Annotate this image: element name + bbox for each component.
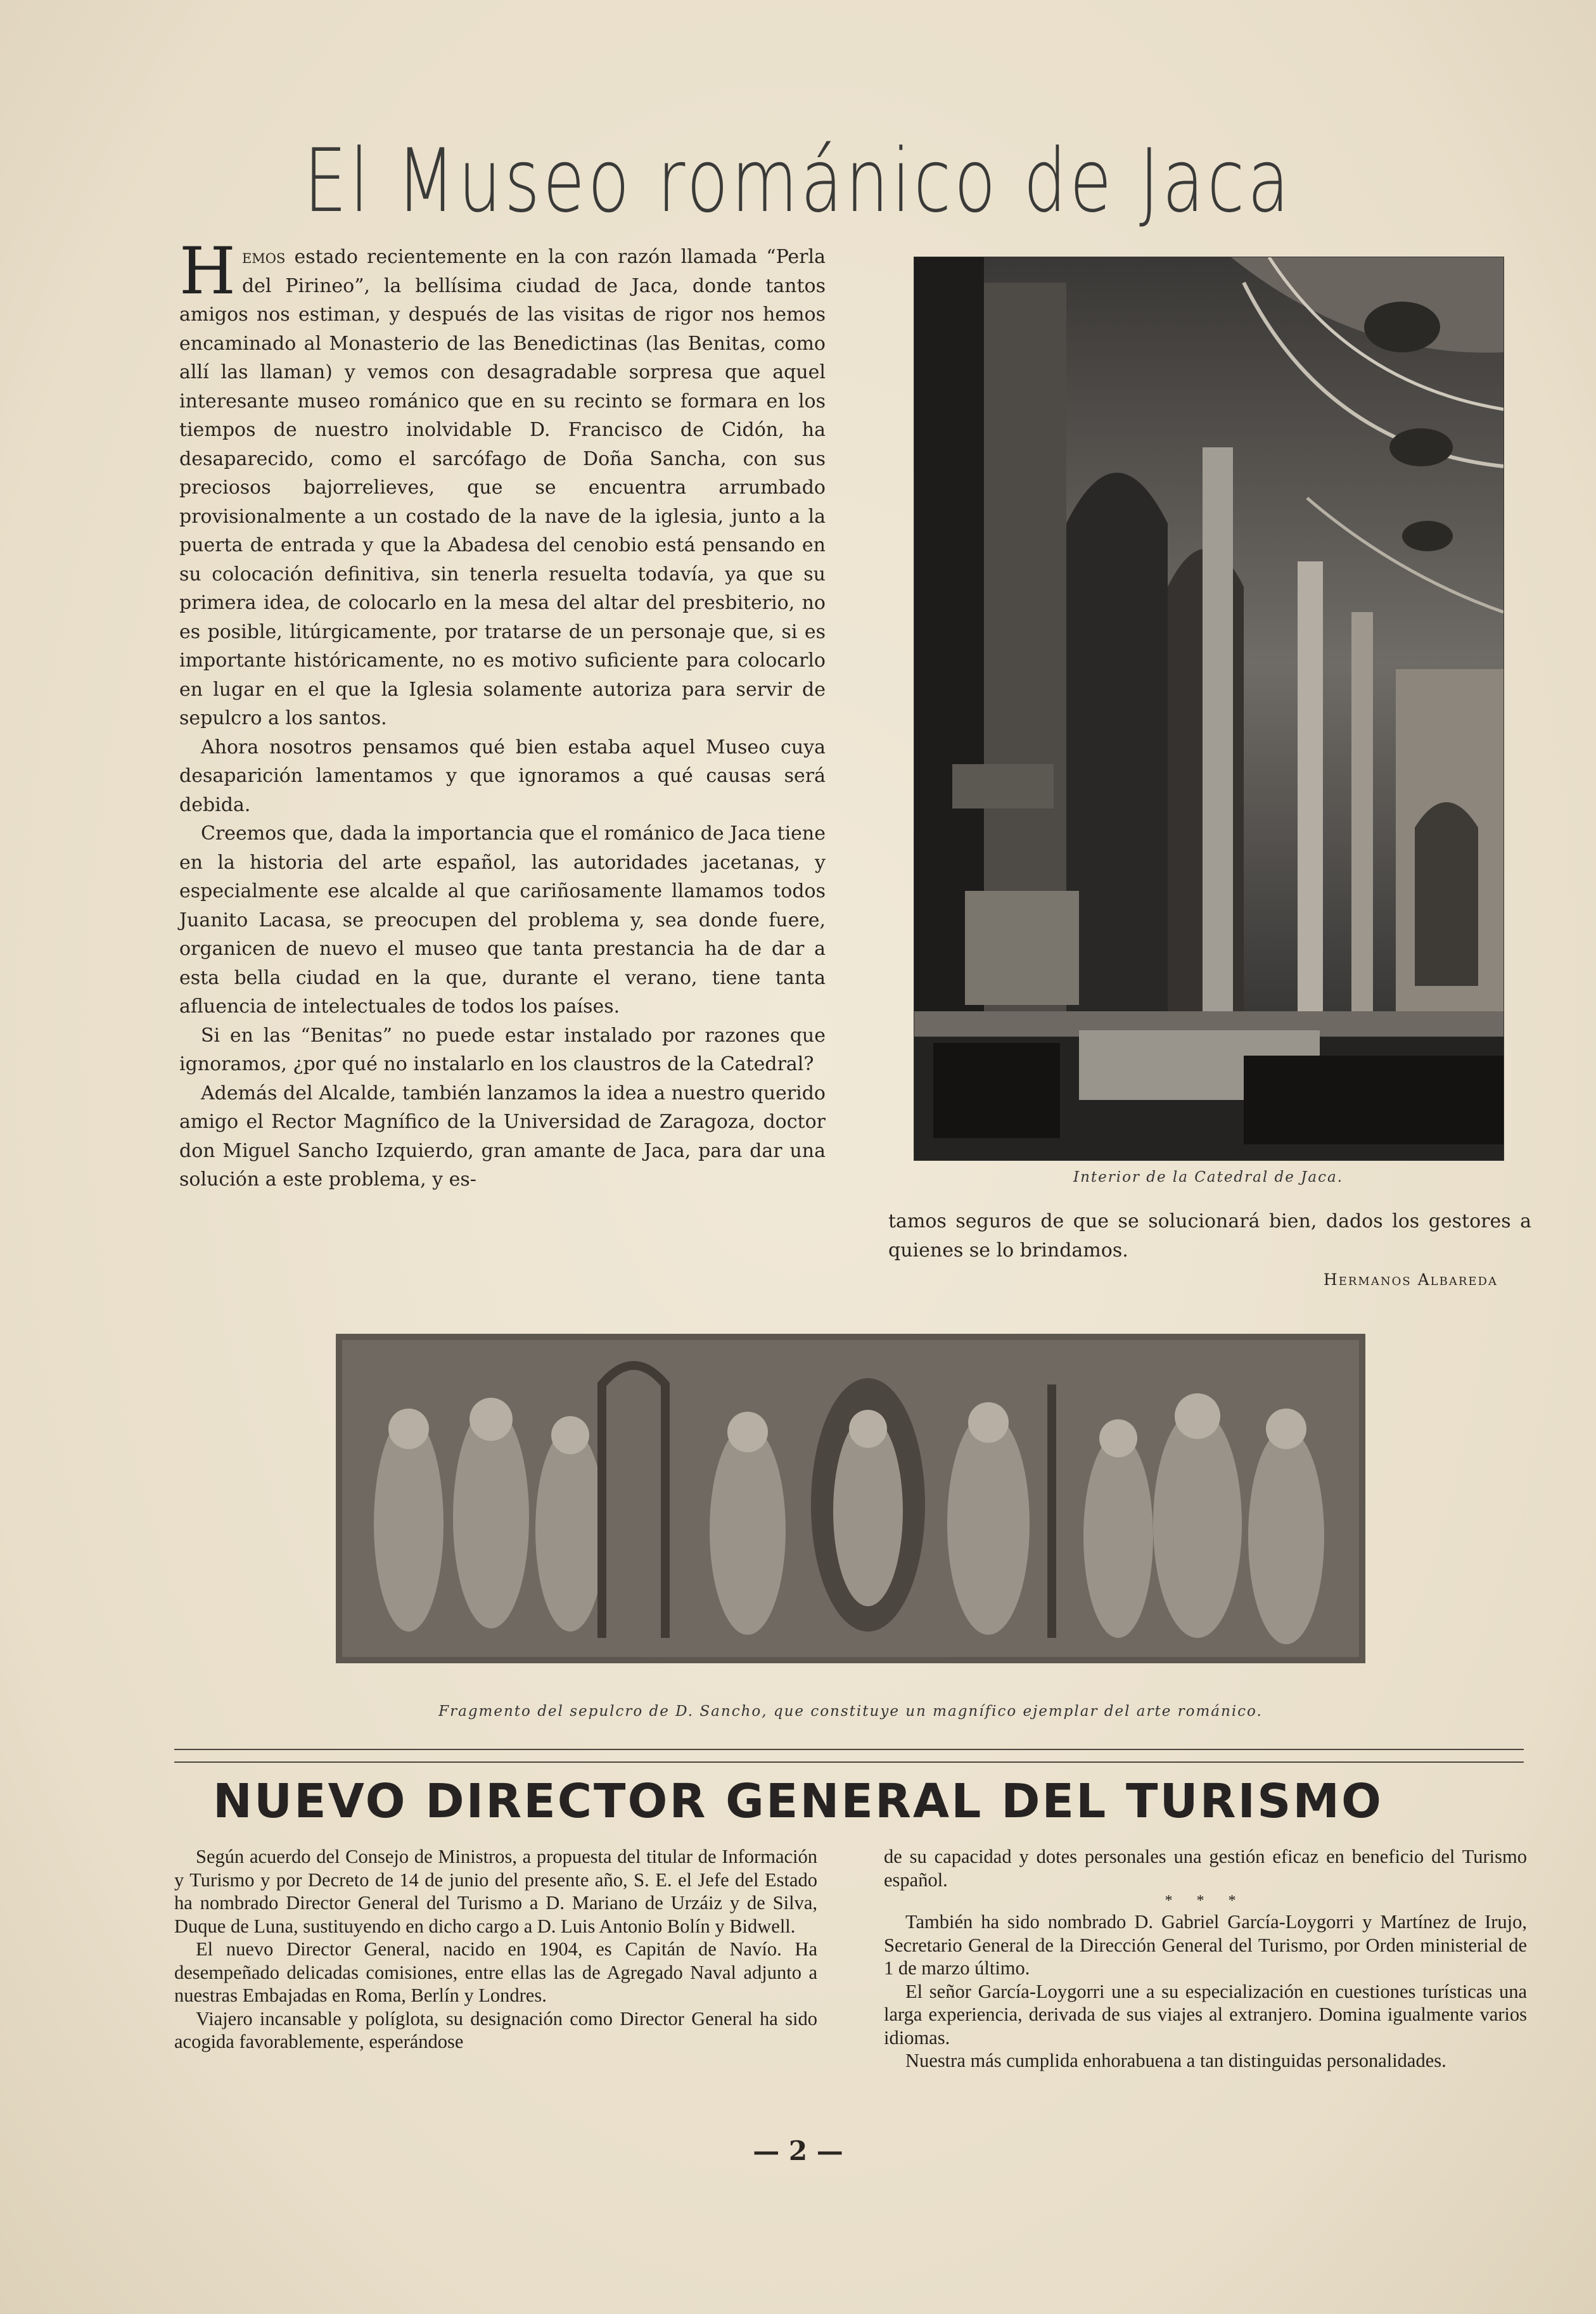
article-2-paragraph-5: El señor García-Loygorri une a su especialización en cuestiones turísticas una larga experiencia, derivada de sus viajes al extranjero. Domina igualmente varios idiomas.	[884, 1980, 1527, 2049]
article-right-column	[888, 1207, 1531, 1265]
article-2-right-column	[884, 1845, 1527, 2073]
article-2-title: NUEVO DIRECTOR GENERAL DEL TURISMO	[213, 1774, 1383, 1829]
paragraph-4: Si en las “Benitas” no puede estar instalado por razones que ignoramos, ¿por qué no instalarlo en los claustros de la Catedral?	[179, 1024, 826, 1075]
article-2-paragraph-3-continued: de su capacidad y dotes personales una gestión eficaz en beneficio del Turismo español.	[884, 1846, 1527, 1891]
article-2-paragraph-3: Viajero incansable y políglota, su designación como Director General ha sido acogida favorablemente, esperándose	[174, 2007, 817, 2052]
article-2-left-column	[174, 1845, 817, 2054]
article-title: El Museo románico de Jaca	[303, 130, 1293, 232]
relief-illustration	[336, 1334, 1365, 1663]
paragraph-5-continued: tamos seguros de que se solucionará bien, dados los gestores a quienes se lo brindamos.	[888, 1210, 1531, 1262]
section-divider-top	[174, 1749, 1524, 1750]
article-2-paragraph-2: El nuevo Director General, nacido en 1904, es Capitán de Navío. Ha desempeñado delicadas comisiones, entre ellas las de Agregado Naval adjunto a nuestras Embajadas en Roma, Berlín y Londres.	[174, 1938, 817, 2006]
article-2-paragraph-4: También ha sido nombrado D. Gabriel García-Loygorri y Martínez de Irujo, Secretario General de la Dirección General del Turismo, por Orden ministerial de 1 de marzo último.	[884, 1911, 1527, 1979]
paragraph-1-text: estado recientemente en la con razón llamada “Perla del Pirineo”, la bellísima ciudad de Jaca, donde tantos amigos nos estiman, y después de las visitas de rigor nos hemos encaminado al Monasterio de las Benedictinas (las Benitas, como allí las llaman) y vemos con desagradable sorpresa que aquel interesante museo románico que en su recinto se formara en los tiempos de nuestro inolvidable D. Francisco de Cidón, ha desaparecido, como el sarcófago de Doña Sancha, con sus preciosos bajorrelieves, que se encuentra arrumbado provisionalmente a un costado de la nave de la iglesia, junto a la puerta de entrada y que la Abadesa del cenobio está pensando en su colocación definitiva, sin tenerla resuelta todavía, ya que su primera idea, de colocarlo en la mesa del altar del presbiterio, no es posible, litúrgicamente, por tratarse de un personaje que, si es importante históricamente, no es motivo suficiente para colocarlo en lugar en el que la Iglesia solamente autoriza para servir de sepulcro a los santos.	[179, 246, 826, 729]
page-number: — 2 —	[753, 2135, 843, 2166]
cathedral-illustration	[914, 257, 1503, 1160]
section-divider-bottom	[174, 1761, 1524, 1763]
article-2-paragraph-6: Nuestra más cumplida enhorabuena a tan distinguidas personalidades.	[905, 2050, 1446, 2071]
paragraph-5: Además del Alcalde, también lanzamos la idea a nuestro querido amigo el Rector Magnífico de la Universidad de Zaragoza, doctor don Miguel Sancho Izquierdo, gran amante de Jaca, para dar una solución a este problema, y es-	[179, 1082, 826, 1191]
cathedral-interior-photo	[914, 257, 1504, 1161]
paragraph-1	[179, 234, 826, 733]
drop-cap: H	[179, 234, 236, 309]
lead-smallcaps: emos	[241, 246, 286, 268]
relief-photo-caption: Fragmento del sepulcro de D. Sancho, que constituye un magnífico ejemplar del arte románico.	[438, 1703, 1263, 1720]
article-2-paragraph-1: Según acuerdo del Consejo de Ministros, a propuesta del titular de Información y Turismo y por Decreto de 14 de junio del presente año, S. E. el Jefe del Estado ha nombrado Director General del Turismo a D. Mariano de Urzáiz y de Silva, Duque de Luna, sustituyendo en dicho cargo a D. Luis Antonio Bolín y Bidwell.	[174, 1846, 817, 1937]
paragraph-2: Ahora nosotros pensamos qué bien estaba aquel Museo cuya desaparición lamentamos y que ignoramos a qué causas será debida.	[179, 736, 826, 816]
article-left-column	[179, 234, 826, 1194]
section-stars: * * *	[1165, 1893, 1246, 1909]
paragraph-3: Creemos que, dada la importancia que el románico de Jaca tiene en la historia del arte español, las autoridades jacetanas, y especialmente ese alcalde al que cariñosamente llamamos todos Juanito Lacasa, se preocupen del problema y, sea donde fuere, organicen de nuevo el museo que tanta prestancia ha de dar a esta bella ciudad en la que, durante el verano, tiene tanta afluencia de intelectuales de todos los países.	[179, 822, 826, 1018]
cathedral-photo-caption: Interior de la Catedral de Jaca.	[1073, 1169, 1344, 1186]
sarcophagus-relief-photo	[336, 1334, 1365, 1663]
author-signature: Hermanos Albareda	[1323, 1270, 1498, 1289]
